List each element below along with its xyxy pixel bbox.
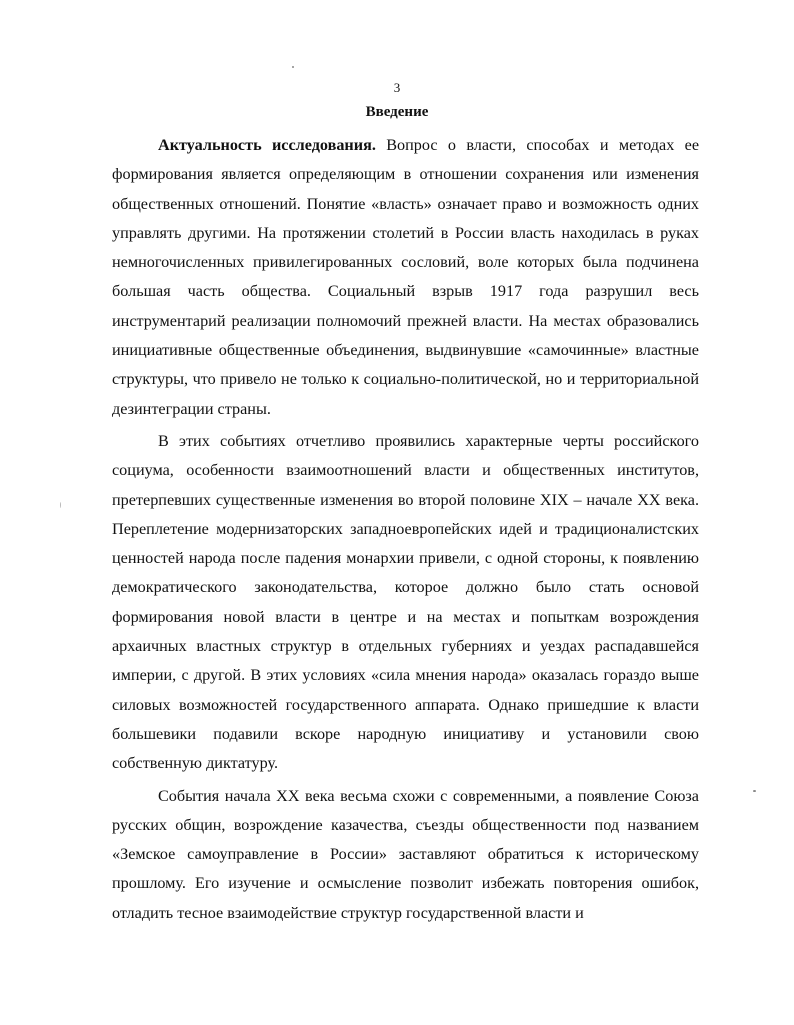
scan-speck <box>753 790 756 792</box>
body-text <box>112 131 699 928</box>
paragraph-relevance <box>112 131 699 424</box>
paragraph-text: Вопрос о власти, способах и методах ее формирования является определяющим в отношении сохранения или изменения общественных отношений. Понятие «власть» означает право и возможность одних управлять другими. На протяжении столетий в России власть находилась в руках немногочисленных привилегированных сословий, воле которых была подчинена большая часть общества. Социальный взрыв 1917 года разрушил весь инструментарий реализации полномочий прежней власти. На местах образовались инициативные общественные объединения, выдвинувшие «самочинные» властные структуры, что привело не только к социально-политической, но и территориальной дезинтеграции страны. <box>112 136 699 418</box>
paragraph-modern: События начала XX века весьма схожи с современными, а появление Союза русских общин, возрождение казачества, съезды общественности под названием «Земское самоуправление в России» заставляют обратиться к историческому прошлому. Его изучение и осмысление позволит избежать повторения ошибок, отладить тесное взаимодействие структур государственной власти и <box>112 786 699 922</box>
section-heading: Введение <box>365 104 429 120</box>
paragraph-lead: Актуальность исследования. <box>158 136 376 154</box>
scan-speck <box>292 66 294 68</box>
scan-speck <box>60 502 61 508</box>
paragraph-events: В этих событиях отчетливо проявились характерные черты российского социума, особенности взаимоотношений власти и общественных институтов, претерпевших существенные изменения во второй половине XIX – начале XX века. Переплетение модернизаторских западноевропейских идей и традиционалистских ценностей народа после падения монархии привели, с одной стороны, к появлению демократического законодательства, которое должно было стать основой формирования новой власти в центре и на местах и попыткам возрождения архаичных властных структур в отдельных губерниях и уездах распадавшейся империи, с другой. В этих условиях «сила мнения народа» оказалась гораздо выше силовых возможностей государственного аппарата. Однако пришедшие к власти большевики подавили вскоре народную инициативу и установили свою собственную диктатуру. <box>112 431 699 773</box>
page-number: 3 <box>393 80 401 95</box>
